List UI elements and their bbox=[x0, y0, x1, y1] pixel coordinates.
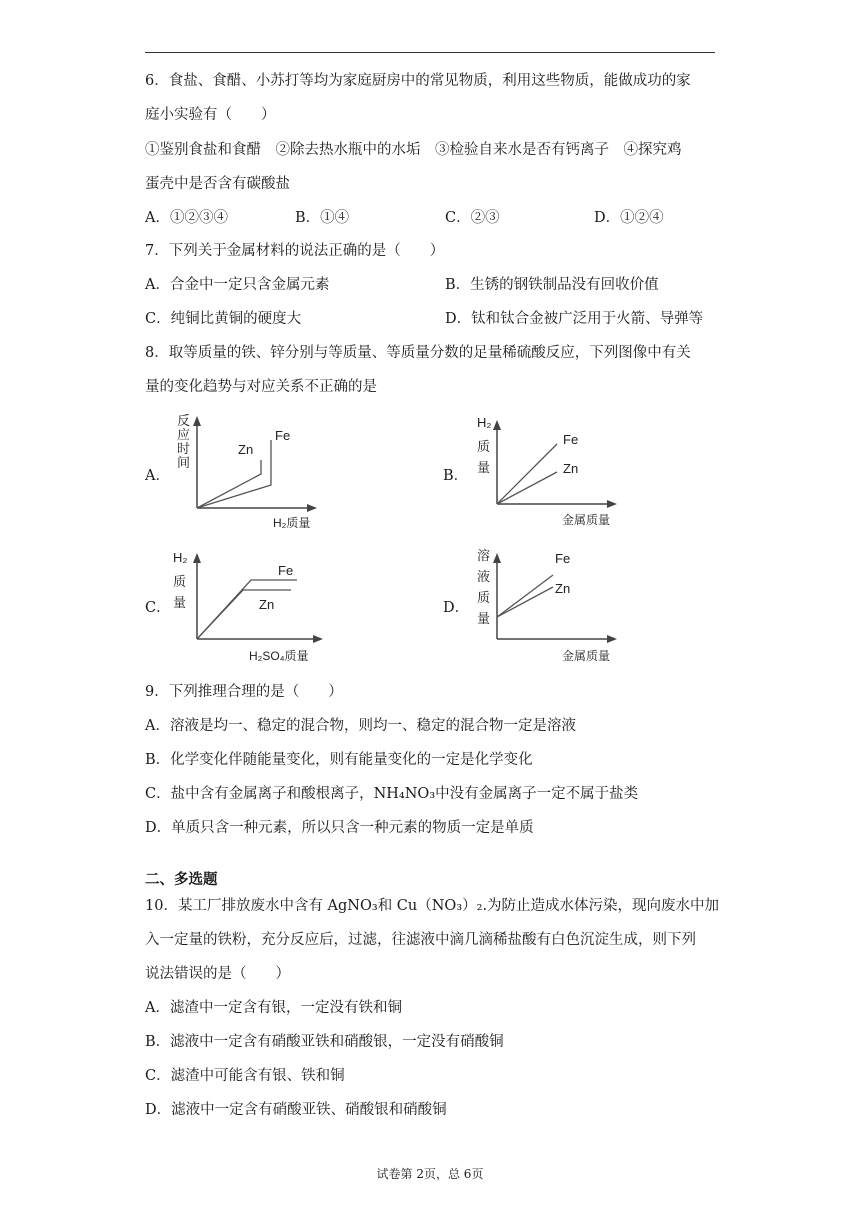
graph-d-label: D． bbox=[443, 600, 470, 616]
graph-a-y-arrow bbox=[193, 416, 201, 426]
graph-a bbox=[165, 412, 335, 534]
q10-stem-line-2: 入一定量的铁粉，充分反应后，过滤，往滤液中滴几滴稀盐酸有白色沉淀生成，则下列 bbox=[145, 932, 696, 948]
graph-a-ylabel-4: 间 bbox=[177, 455, 191, 470]
graph-b-x-arrow bbox=[607, 500, 617, 508]
graph-d-fe-line bbox=[497, 575, 553, 617]
graph-d-zn-label: Zn bbox=[555, 581, 571, 596]
graph-d-xlabel: 金属质量 bbox=[562, 649, 611, 663]
q6-option-a: A．①②③④ bbox=[145, 210, 228, 226]
q9-option-c: C．盐中含有金属离子和酸根离子，NH₄NO₃中没有金属离子一定不属于盐类 bbox=[145, 786, 639, 802]
graph-d bbox=[465, 545, 635, 667]
graph-d-ylabel-4: 量 bbox=[477, 611, 491, 626]
graph-d-x-arrow bbox=[607, 635, 617, 643]
graph-d-ylabel-1: 溶 bbox=[477, 548, 491, 563]
q10-option-c: C．滤渣中可能含有银、铁和铜 bbox=[145, 1068, 345, 1084]
q9-option-d: D．单质只含一种元素，所以只含一种元素的物质一定是单质 bbox=[145, 820, 534, 836]
page-footer: 试卷第 2页，总 6页 bbox=[376, 1167, 484, 1181]
graph-b-ylabel-1: H₂ bbox=[477, 415, 492, 430]
graph-a-ylabel-1: 反 bbox=[177, 413, 191, 428]
graph-a-ylabel-3: 时 bbox=[177, 441, 191, 456]
q7-stem: 7．下列关于金属材料的说法正确的是（ ） bbox=[145, 243, 445, 259]
q10-stem-line-1: 10．某工厂排放废水中含有 AgNO₃和 Cu（NO₃）₂.为防止造成水体污染，现向废水中加 bbox=[145, 898, 720, 914]
graph-b-fe-label: Fe bbox=[563, 432, 579, 447]
graph-a-x-arrow bbox=[307, 504, 317, 512]
graph-c-xlabel: H₂SO₄质量 bbox=[249, 649, 309, 663]
graph-c-y-arrow bbox=[193, 553, 201, 563]
q6-option-b: B．①④ bbox=[295, 210, 350, 226]
graph-a-fe-label: Fe bbox=[275, 428, 291, 443]
q6-items-line-2: 蛋壳中是否含有碳酸盐 bbox=[145, 176, 290, 192]
graph-c-ylabel-1: H₂ bbox=[173, 550, 188, 565]
q7-option-b: B．生锈的钢铁制品没有回收价值 bbox=[445, 277, 659, 293]
q6-stem-line-1: 6．食盐、食醋、小苏打等均为家庭厨房中的常见物质，利用这些物质，能做成功的家 bbox=[145, 73, 691, 89]
section-heading: 二、多选题 bbox=[145, 872, 218, 888]
graph-c-zn-line bbox=[197, 590, 291, 639]
q7-option-d: D．钛和钛合金被广泛用于火箭、导弹等 bbox=[445, 311, 704, 327]
q10-stem-line-3: 说法错误的是（ ） bbox=[145, 966, 290, 982]
graph-a-zn-label: Zn bbox=[238, 442, 254, 457]
q7-option-c: C．纯铜比黄铜的硬度大 bbox=[145, 311, 302, 327]
q6-option-d: D．①②④ bbox=[594, 210, 664, 226]
graph-a-zn-line bbox=[197, 460, 261, 508]
q6-option-c: C．②③ bbox=[445, 210, 500, 226]
header-rule bbox=[145, 52, 715, 53]
graph-c-fe-label: Fe bbox=[278, 563, 294, 578]
graph-a-label: A． bbox=[145, 468, 170, 484]
q10-option-d: D．滤液中一定含有硝酸亚铁、硝酸银和硝酸铜 bbox=[145, 1102, 447, 1118]
graph-b-label: B． bbox=[443, 468, 469, 484]
graph-c-ylabel-2: 质 bbox=[173, 574, 187, 589]
graph-c-x-arrow bbox=[313, 635, 323, 643]
graph-d-ylabel-3: 质 bbox=[477, 590, 491, 605]
graph-b-ylabel-3: 量 bbox=[477, 460, 491, 475]
graph-d-y-arrow bbox=[493, 553, 501, 563]
graph-b-fe-line bbox=[497, 444, 557, 504]
graph-b-y-arrow bbox=[493, 420, 501, 430]
graph-c-label: C． bbox=[145, 600, 171, 616]
graph-b bbox=[465, 412, 635, 534]
q9-option-a: A．溶液是均一、稳定的混合物，则均一、稳定的混合物一定是溶液 bbox=[145, 718, 576, 734]
q6-stem-line-2: 庭小实验有（ ） bbox=[145, 107, 276, 123]
graph-c-ylabel-3: 量 bbox=[173, 595, 187, 610]
q9-option-b: B．化学变化伴随能量变化，则有能量变化的一定是化学变化 bbox=[145, 752, 533, 768]
graph-c-zn-label: Zn bbox=[259, 597, 275, 612]
q9-stem: 9．下列推理合理的是（ ） bbox=[145, 684, 343, 700]
q8-stem-line-1: 8．取等质量的铁、锌分别与等质量、等质量分数的足量稀硫酸反应，下列图像中有关 bbox=[145, 345, 691, 361]
q10-option-b: B．滤液中一定含有硝酸亚铁和硝酸银，一定没有硝酸铜 bbox=[145, 1034, 504, 1050]
q6-items-line-1: ①鉴别食盐和食醋 ②除去热水瓶中的水垢 ③检验自来水是否有钙离子 ④探究鸡 bbox=[145, 142, 682, 158]
q8-stem-line-2: 量的变化趋势与对应关系不正确的是 bbox=[145, 379, 377, 395]
q7-option-a: A．合金中一定只含金属元素 bbox=[145, 277, 330, 293]
q10-option-a: A．滤渣中一定含有银，一定没有铁和铜 bbox=[145, 1000, 402, 1016]
graph-b-zn-label: Zn bbox=[563, 461, 579, 476]
graph-a-xlabel: H₂质量 bbox=[273, 516, 311, 530]
graph-b-xlabel: 金属质量 bbox=[562, 513, 611, 527]
graph-c bbox=[165, 545, 335, 667]
graph-b-ylabel-2: 质 bbox=[477, 439, 491, 454]
graph-d-ylabel-2: 液 bbox=[477, 569, 491, 584]
graph-c-fe-line bbox=[197, 580, 297, 639]
graph-d-fe-label: Fe bbox=[555, 551, 571, 566]
graph-a-ylabel-2: 应 bbox=[177, 427, 191, 442]
graph-d-zn-line bbox=[497, 587, 553, 617]
graph-b-zn-line bbox=[497, 472, 557, 504]
